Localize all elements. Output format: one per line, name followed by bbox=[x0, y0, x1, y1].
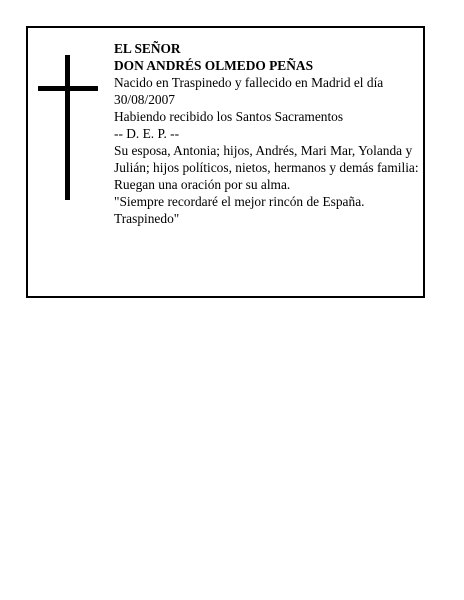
obituary-text bbox=[114, 40, 419, 227]
family-line: Su esposa, Antonia; hijos, Andrés, Mari Mar, Yolanda y Julián; hijos políticos, nietos, hermanos y demás familia: bbox=[114, 143, 419, 175]
cross-horizontal-bar bbox=[38, 86, 98, 91]
deceased-name: DON ANDRÉS OLMEDO PEÑAS bbox=[114, 58, 314, 73]
birth-death-line: Nacido en Traspinedo y fallecido en Madrid el día 30/08/2007 bbox=[114, 75, 384, 107]
quote-line: "Siempre recordaré el mejor rincón de España. Traspinedo" bbox=[114, 194, 365, 226]
sacraments-line: Habiendo recibido los Santos Sacramentos bbox=[114, 109, 344, 124]
rip-line: -- D. E. P. -- bbox=[114, 126, 180, 141]
cross-icon bbox=[38, 55, 98, 200]
cross-vertical-bar bbox=[65, 55, 70, 200]
prayer-line: Ruegan una oración por su alma. bbox=[114, 177, 291, 192]
obituary-notice bbox=[26, 26, 425, 298]
obituary-title: EL SEÑOR bbox=[114, 41, 181, 56]
